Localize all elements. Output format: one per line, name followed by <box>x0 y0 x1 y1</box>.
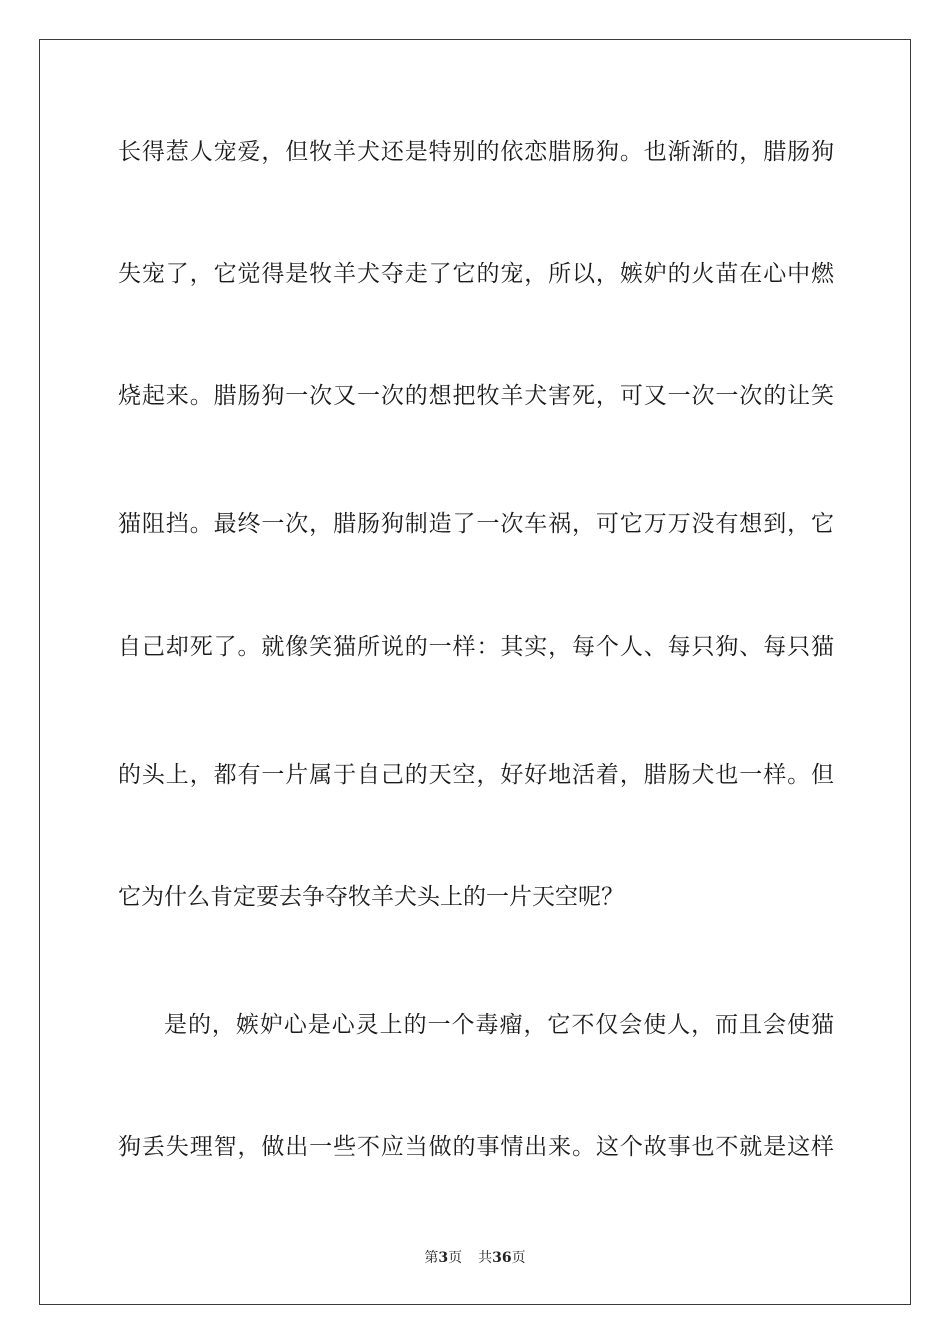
body-text-line-4: 猫阻挡。最终一次，腊肠狗制造了一次车祸，可它万万没有想到，它 <box>118 511 834 537</box>
page-border <box>39 39 911 1305</box>
page-number: 3 <box>438 1250 449 1266</box>
page-suffix: 页 <box>448 1250 463 1266</box>
body-text-line-9: 狗丢失理智，做出一些不应当做的事情出来。这个故事也不就是这样 <box>118 1134 834 1160</box>
total-prefix: 共 <box>478 1250 493 1266</box>
page-footer <box>0 1247 950 1267</box>
body-text-line-5: 自己却死了。就像笑猫所说的一样：其实，每个人、每只狗、每只猫 <box>118 634 834 660</box>
total-suffix: 页 <box>511 1250 526 1266</box>
body-text-line-2: 失宠了，它觉得是牧羊犬夺走了它的宠，所以，嫉妒的火苗在心中燃 <box>118 261 834 287</box>
body-text-line-7: 它为什么肯定要去争夺牧羊犬头上的一片天空呢？ <box>118 884 624 910</box>
body-text-line-1: 长得惹人宠爱，但牧羊犬还是特别的依恋腊肠狗。也渐渐的，腊肠狗 <box>118 139 834 165</box>
total-pages: 36 <box>492 1250 512 1266</box>
page-prefix: 第 <box>424 1250 439 1266</box>
body-text-line-3: 烧起来。腊肠狗一次又一次的想把牧羊犬害死，可又一次一次的让笑 <box>118 383 834 409</box>
paragraph-indented-line: 是的，嫉妒心是心灵上的一个毒瘤，它不仅会使人，而且会使猫 <box>164 1012 834 1038</box>
body-text-line-6: 的头上，都有一片属于自己的天空，好好地活着，腊肠犬也一样。但 <box>118 762 834 788</box>
